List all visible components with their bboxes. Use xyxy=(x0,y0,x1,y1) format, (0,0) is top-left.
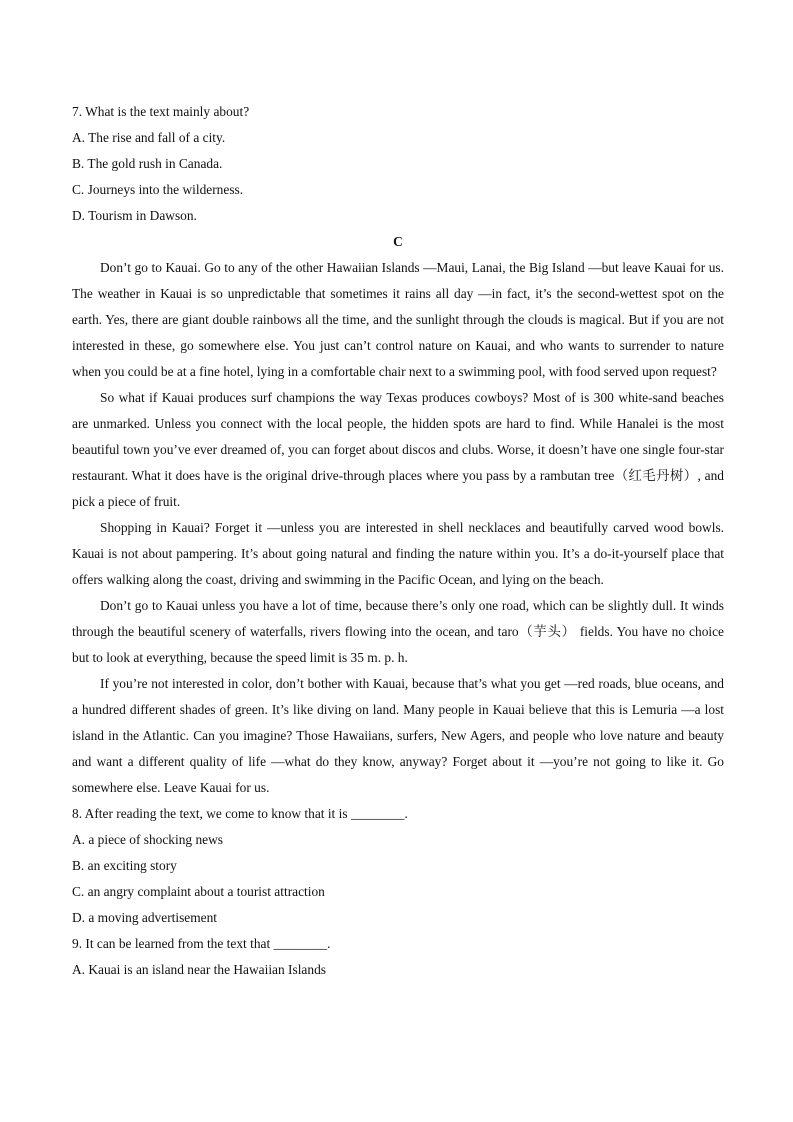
passage-paragraph-4: Don’t go to Kauai unless you have a lot of time, because there’s only one road, which can be slightly dull. It winds through the beautiful scenery of waterfalls, rivers flowing into the ocean, and taro（芋头） fields. You have no choice but to look at everything, because the speed limit is 35 m. p. h. xyxy=(72,598,724,665)
passage-paragraph-3: Shopping in Kauai? Forget it —unless you are interested in shell necklaces and beautifully carved wood bowls. Kauai is not about pampering. It’s about going natural and finding the nature within you. It’s a do-it-yourself place that offers walking along the coast, driving and swimming in the Pacific Ocean, and lying on the beach. xyxy=(72,520,724,587)
passage-c xyxy=(72,229,724,801)
question-9-option-a: A. Kauai is an island near the Hawaiian Islands xyxy=(72,962,326,977)
question-8-option-d: D. a moving advertisement xyxy=(72,910,218,925)
question-7-option-a: A. The rise and fall of a city. xyxy=(72,130,226,145)
question-7-option-c: C. Journeys into the wilderness. xyxy=(72,182,244,197)
question-8-stem: 8. After reading the text, we come to know that it is ________. xyxy=(72,806,408,821)
passage-heading: C xyxy=(393,234,403,249)
question-7-stem: 7. What is the text mainly about? xyxy=(72,104,250,119)
exam-page xyxy=(72,99,724,983)
question-7-option-d: D. Tourism in Dawson. xyxy=(72,208,197,223)
passage-paragraph-5: If you’re not interested in color, don’t bother with Kauai, because that’s what you get —red roads, blue oceans, and a hundred different shades of green. It’s like diving on land. Many people in Kauai believe that this is Lemuria —a lost island in the Atlantic. Can you imagine? Those Hawaiians, surfers, New Agers, and people who love nature and beauty and want a different quality of life —what do they know, anyway? Forget about it —you’re not going to like it. Go somewhere else. Leave Kauai for us. xyxy=(72,676,724,795)
passage-paragraph-2: So what if Kauai produces surf champions the way Texas produces cowboys? Most of is 300 white-sand beaches are unmarked. Unless you connect with the local people, the hidden spots are hard to find. While Hanalei is the most beautiful town you’ve ever dreamed of, you can forget about discos and clubs. Worse, it doesn’t have one single four-star restaurant. What it does have is the original drive-through places where you pass by a rambutan tree（红毛丹树）, and pick a piece of fruit. xyxy=(72,390,724,509)
question-7 xyxy=(72,99,724,229)
question-8-option-c: C. an angry complaint about a tourist attraction xyxy=(72,884,325,899)
question-7-option-b: B. The gold rush in Canada. xyxy=(72,156,223,171)
question-8-option-b: B. an exciting story xyxy=(72,858,177,873)
question-9-stem: 9. It can be learned from the text that ________. xyxy=(72,936,331,951)
passage-paragraph-1: Don’t go to Kauai. Go to any of the other Hawaiian Islands —Maui, Lanai, the Big Island —but leave Kauai for us. The weather in Kauai is so unpredictable that sometimes it rains all day —in fact, it’s the second-wettest spot on the earth. Yes, there are giant double rainbows all the time, and the sunlight through the clouds is magical. But if you are not interested in these, go somewhere else. You just can’t control nature on Kauai, and who wants to surrender to nature when you could be at a fine hotel, lying in a comfortable chair next to a swimming pool, with food served upon request? xyxy=(72,260,724,379)
question-8 xyxy=(72,801,724,931)
question-9 xyxy=(72,931,724,983)
question-8-option-a: A. a piece of shocking news xyxy=(72,832,223,847)
